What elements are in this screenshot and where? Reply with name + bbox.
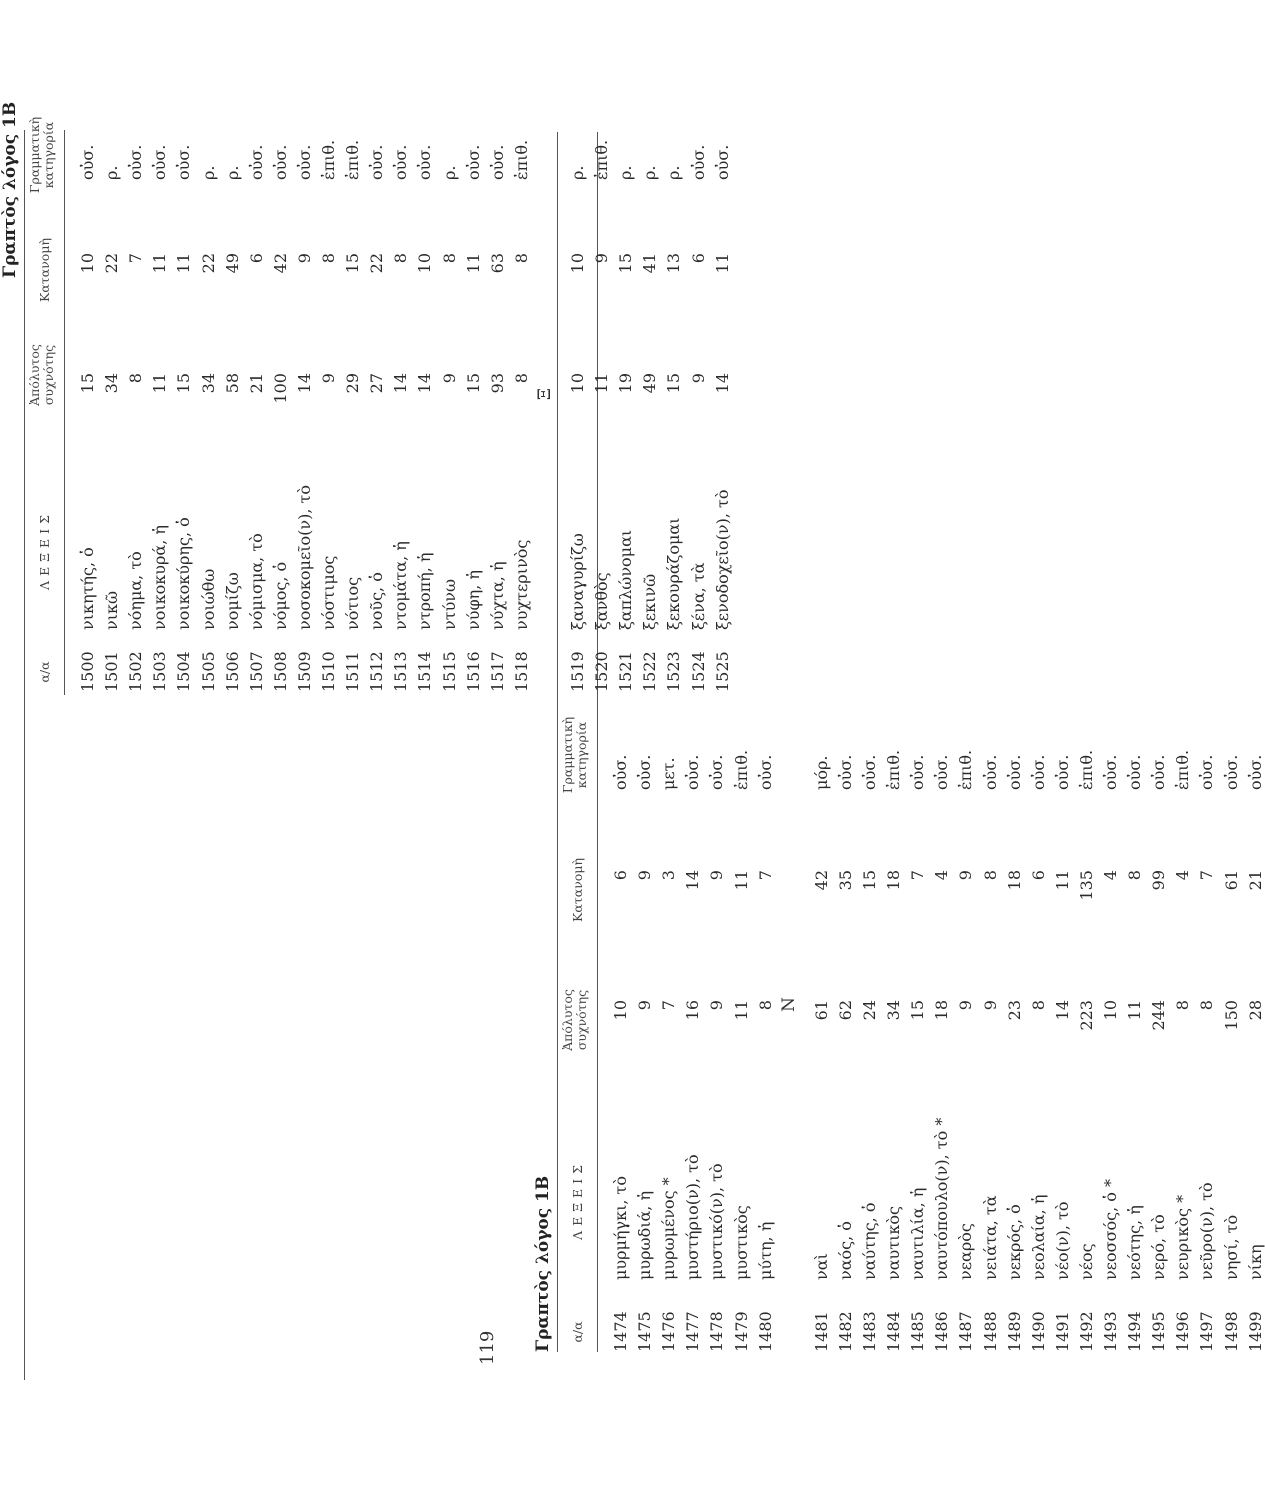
row-index: 1517	[487, 651, 507, 692]
row-distribution: 11	[463, 253, 483, 274]
row-category: οὐσ.	[1221, 754, 1241, 790]
row-word: ναύτης, ὁ	[860, 1202, 879, 1280]
row-category: οὐσ.	[932, 754, 952, 790]
row-category: ρ.	[640, 165, 660, 180]
row-word: ξενοδοχεῖο(ν), τὸ	[712, 489, 732, 630]
row-abs-freq: 8	[511, 373, 531, 384]
row-distribution: 22	[367, 253, 387, 274]
row-abs-freq: 9	[688, 373, 708, 384]
row-abs-freq: 9	[956, 1000, 976, 1011]
row-index: 1487	[956, 1311, 976, 1352]
row-index: 1508	[270, 651, 290, 692]
row-word: νοικοκύρης, ὁ	[174, 517, 194, 630]
row-index: 1513	[391, 651, 411, 692]
row-distribution: 6	[246, 253, 266, 264]
row-distribution: 15	[343, 253, 363, 274]
row-category: οὐσ.	[78, 144, 97, 180]
row-category: ἐπιθ.	[343, 139, 363, 180]
row-index: 1485	[908, 1311, 928, 1352]
row-index: 1524	[688, 651, 708, 692]
row-category: οὐσ.	[980, 754, 1000, 790]
row-index: 1514	[415, 651, 435, 692]
row-category: οὐσ.	[270, 144, 290, 180]
row-distribution: 41	[640, 253, 660, 274]
row-distribution: 4	[1173, 870, 1193, 881]
row-index: 1521	[616, 651, 636, 692]
row-category: οὐσ.	[688, 144, 708, 180]
row-abs-freq: 14	[712, 373, 732, 394]
row-word: νυχτερινὸς	[511, 539, 531, 630]
row-abs-freq: 9	[980, 1000, 1000, 1011]
row-distribution: 7	[755, 870, 775, 881]
header-abs-freq: Ἀπόλυτος συχνότης	[560, 989, 590, 1051]
row-category: ἐπιθ.	[731, 749, 751, 790]
header-index: α/α	[570, 1321, 585, 1343]
row-word: νεαρὸς	[956, 1223, 976, 1280]
row-abs-freq: 15	[174, 373, 194, 394]
letter-heading: Ν	[778, 997, 799, 1012]
row-abs-freq: 14	[415, 373, 435, 394]
row-word: νέος	[1076, 1243, 1096, 1280]
row-distribution: 4	[1101, 870, 1120, 881]
row-word: νοῦς, ὁ	[367, 572, 387, 630]
row-abs-freq: 11	[1125, 1000, 1145, 1021]
row-distribution: 7	[126, 253, 146, 264]
row-word: νειάτα, τὰ	[980, 1195, 1000, 1280]
row-index: 1483	[860, 1311, 879, 1352]
row-category: οὐσ.	[908, 754, 928, 790]
row-distribution: 8	[511, 253, 531, 264]
row-abs-freq: 34	[102, 373, 122, 394]
row-distribution: 42	[270, 253, 290, 274]
row-index: 1503	[150, 651, 170, 692]
row-index: 1476	[659, 1311, 679, 1352]
row-word: νέο(ν), τὸ	[1052, 1201, 1072, 1280]
row-category: οὐσ.	[860, 754, 879, 790]
row-distribution: 11	[174, 253, 194, 274]
row-category: ἐπιθ.	[1076, 749, 1096, 790]
row-index: 1525	[712, 651, 732, 692]
row-category: ἐπιθ.	[511, 139, 531, 180]
row-distribution: 35	[835, 870, 855, 891]
row-category: οὐσ.	[1101, 754, 1120, 790]
header-category: Γραμματικὴ κατηγορία	[27, 116, 57, 194]
header-rule	[64, 130, 65, 695]
row-index: 1509	[294, 651, 314, 692]
row-abs-freq: 15	[78, 373, 97, 394]
row-index: 1493	[1101, 1311, 1120, 1352]
row-category: οὐσ.	[126, 144, 146, 180]
row-distribution: 8	[1125, 870, 1145, 881]
row-word: νότιος	[343, 576, 363, 630]
row-word: μύτη, ἡ	[755, 1221, 775, 1280]
row-abs-freq: 14	[391, 373, 411, 394]
row-abs-freq: 27	[367, 373, 387, 394]
row-index: 1500	[78, 651, 97, 692]
row-word: ναυτικὸς	[884, 1206, 904, 1280]
row-category: ρ.	[664, 165, 684, 180]
row-abs-freq: 14	[294, 373, 314, 394]
row-distribution: 8	[391, 253, 411, 264]
row-category: ἐπιθ.	[1173, 749, 1193, 790]
row-index: 1496	[1173, 1311, 1193, 1352]
row-word: νεότης, ἡ	[1125, 1205, 1145, 1280]
row-word: μυστικὸς	[731, 1205, 751, 1280]
row-index: 1507	[246, 651, 266, 692]
row-category: μετ.	[659, 757, 679, 790]
row-index: 1497	[1197, 1311, 1217, 1352]
row-index: 1489	[1004, 1311, 1024, 1352]
row-word: νοιώθω	[198, 568, 218, 630]
row-distribution: 13	[664, 253, 684, 274]
row-distribution: 18	[884, 870, 904, 891]
row-abs-freq: 62	[835, 1000, 855, 1021]
row-word: νύχτα, ἡ	[487, 561, 507, 630]
row-word: νοικοκυρά, ἡ	[150, 525, 170, 630]
row-category: ρ.	[222, 165, 242, 180]
row-category: οὐσ.	[707, 754, 727, 790]
row-abs-freq: 8	[1028, 1000, 1048, 1011]
header-words: ΛΕΞΕΙΣ	[570, 1160, 585, 1240]
page-number: 119	[477, 1330, 498, 1365]
row-distribution: 99	[1149, 870, 1169, 891]
row-abs-freq: 28	[1245, 1000, 1265, 1021]
row-word: νευρικὸς *	[1173, 1194, 1193, 1280]
row-abs-freq: 11	[592, 373, 612, 394]
row-abs-freq: 34	[884, 1000, 904, 1021]
row-abs-freq: 8	[755, 1000, 775, 1011]
row-abs-freq: 14	[1052, 1000, 1072, 1021]
row-word: ξεκινῶ	[640, 573, 660, 630]
row-index: 1484	[884, 1311, 904, 1352]
row-abs-freq: 8	[1197, 1000, 1217, 1011]
row-category: ρ.	[616, 165, 636, 180]
row-abs-freq: 15	[664, 373, 684, 394]
row-word: νομίζω	[222, 572, 242, 630]
row-word: ντομάτα, ἡ	[391, 541, 411, 630]
row-word: ξαναγυρίζω	[568, 533, 587, 630]
row-distribution: 8	[319, 253, 338, 264]
row-category: οὐσ.	[487, 144, 507, 180]
top-rule	[24, 130, 25, 1380]
row-abs-freq: 150	[1221, 1000, 1241, 1031]
row-word: ξανθὸς	[592, 572, 612, 630]
row-distribution: 6	[688, 253, 708, 264]
row-category: οὐσ.	[635, 754, 655, 790]
row-word: ναὶ	[811, 1253, 831, 1280]
row-word: ντύνω	[439, 578, 459, 630]
row-index: 1510	[319, 651, 338, 692]
row-distribution: 9	[635, 870, 655, 881]
row-category: οὐσ.	[611, 754, 630, 790]
row-abs-freq: 49	[640, 373, 660, 394]
row-category: ἐπιθ.	[956, 749, 976, 790]
row-word: μυρωμένος *	[659, 1177, 679, 1280]
row-distribution: 6	[1028, 870, 1048, 881]
row-distribution: 10	[568, 253, 587, 274]
row-distribution: 18	[1004, 870, 1024, 891]
row-distribution: 11	[1052, 870, 1072, 891]
row-distribution: 135	[1076, 870, 1096, 901]
row-distribution: 42	[811, 870, 831, 891]
row-abs-freq: 10	[611, 1000, 630, 1021]
row-index: 1479	[731, 1311, 751, 1352]
row-word: νικῶ	[102, 590, 122, 630]
row-index: 1501	[102, 651, 122, 692]
row-index: 1502	[126, 651, 146, 692]
row-word: ξαπλώνομαι	[616, 529, 636, 630]
row-distribution: 61	[1221, 870, 1241, 891]
row-word: ναυτόπουλο(ν), τὸ *	[932, 1117, 952, 1280]
row-index: 1523	[664, 651, 684, 692]
row-word: νύφη, ἡ	[463, 570, 483, 630]
row-abs-freq: 61	[811, 1000, 831, 1021]
row-distribution: 7	[908, 870, 928, 881]
row-word: μυρωδιά, ἡ	[635, 1190, 655, 1280]
row-index: 1504	[174, 651, 194, 692]
header-distribution: Κατανομὴ	[570, 858, 585, 922]
row-word: νεκρός, ὁ	[1004, 1204, 1024, 1280]
row-category: οὐσ.	[683, 754, 703, 790]
row-distribution: 9	[294, 253, 314, 264]
row-abs-freq: 223	[1076, 1000, 1096, 1031]
row-category: οὐσ.	[391, 144, 411, 180]
row-index: 1511	[343, 651, 363, 692]
row-abs-freq: 19	[616, 373, 636, 394]
letter-heading: Ξ	[534, 388, 555, 400]
header-words: ΛΕΞΕΙΣ	[37, 510, 52, 590]
row-index: 1482	[835, 1311, 855, 1352]
row-category: οὐσ.	[246, 144, 266, 180]
row-category: οὐσ.	[835, 754, 855, 790]
row-word: νικητής, ὁ	[78, 547, 97, 630]
row-word: νησί, τὸ	[1221, 1214, 1241, 1280]
row-word: ξένα, τὰ	[688, 562, 708, 630]
row-category: οὐσ.	[1125, 754, 1145, 790]
row-category: οὐσ.	[294, 144, 314, 180]
row-category: οὐσ.	[1149, 754, 1169, 790]
row-index: 1515	[439, 651, 459, 692]
row-distribution: 9	[592, 253, 612, 264]
row-word: ξεκουράζομαι	[664, 517, 684, 630]
row-distribution: 21	[1245, 870, 1265, 891]
row-word: νίκη	[1245, 1244, 1265, 1280]
row-word: νεῦρο(ν), τὸ	[1197, 1182, 1217, 1280]
row-abs-freq: 10	[568, 373, 587, 394]
row-distribution: 63	[487, 253, 507, 274]
row-index: 1512	[367, 651, 387, 692]
row-abs-freq: 15	[463, 373, 483, 394]
row-index: 1488	[980, 1311, 1000, 1352]
row-distribution: 10	[78, 253, 97, 274]
row-index: 1495	[1149, 1311, 1169, 1352]
row-category: ἐπιθ.	[592, 139, 612, 180]
row-category: οὐσ.	[1245, 754, 1265, 790]
row-abs-freq: 16	[683, 1000, 703, 1021]
row-word: νόμισμα, τὸ	[246, 533, 266, 630]
row-category: ρ.	[198, 165, 218, 180]
row-abs-freq: 9	[439, 373, 459, 384]
row-distribution: 11	[731, 870, 751, 891]
row-category: ρ.	[102, 165, 122, 180]
row-index: 1516	[463, 651, 483, 692]
header-index: α/α	[37, 661, 52, 683]
top-rule	[557, 132, 558, 1352]
row-index: 1494	[1125, 1311, 1145, 1352]
row-category: οὐσ.	[1004, 754, 1024, 790]
row-word: ναυτιλία, ἡ	[908, 1187, 928, 1280]
row-index: 1505	[198, 651, 218, 692]
row-abs-freq: 9	[319, 373, 338, 384]
row-abs-freq: 29	[343, 373, 363, 394]
row-word: μυστήριο(ν), τὸ	[683, 1154, 703, 1280]
row-word: νόημα, τὸ	[126, 551, 146, 630]
row-category: οὐσ.	[174, 144, 194, 180]
row-abs-freq: 18	[932, 1000, 952, 1021]
row-word: νεολαία, ἡ	[1028, 1194, 1048, 1280]
row-category: οὐσ.	[415, 144, 435, 180]
row-abs-freq: 9	[707, 1000, 727, 1011]
row-category: ρ.	[568, 165, 587, 180]
row-abs-freq: 100	[270, 373, 290, 404]
row-index: 1474	[611, 1311, 630, 1352]
row-index: 1492	[1076, 1311, 1096, 1352]
row-distribution: 22	[198, 253, 218, 274]
row-word: μυστικό(ν), τὸ	[707, 1163, 727, 1280]
row-category: οὐσ.	[1197, 754, 1217, 790]
row-index: 1486	[932, 1311, 952, 1352]
row-index: 1478	[707, 1311, 727, 1352]
row-index: 1490	[1028, 1311, 1048, 1352]
row-abs-freq: 9	[635, 1000, 655, 1011]
running-head: Γραπτὸς λόγος 1Β	[0, 101, 20, 278]
row-index: 1480	[755, 1311, 775, 1352]
header-rule	[597, 132, 598, 1352]
row-distribution: 6	[611, 870, 630, 881]
row-category: οὐσ.	[150, 144, 170, 180]
row-distribution: 9	[707, 870, 727, 881]
row-distribution: 8	[439, 253, 459, 264]
row-distribution: 7	[1197, 870, 1217, 881]
row-index: 1519	[568, 651, 587, 692]
row-index: 1520	[592, 651, 612, 692]
row-index: 1522	[640, 651, 660, 692]
row-category: οὐσ.	[1052, 754, 1072, 790]
row-index: 1506	[222, 651, 242, 692]
row-distribution: 22	[102, 253, 122, 274]
row-word: νοσοκομεῖο(ν), τὸ	[294, 484, 314, 630]
row-category: ρ.	[439, 165, 459, 180]
row-abs-freq: 11	[150, 373, 170, 394]
row-index: 1481	[811, 1311, 831, 1352]
row-distribution: 14	[683, 870, 703, 891]
row-index: 1491	[1052, 1311, 1072, 1352]
row-abs-freq: 24	[860, 1000, 879, 1021]
row-abs-freq: 8	[1173, 1000, 1193, 1011]
running-head: Γραπτὸς λόγος 1Β	[533, 1175, 553, 1352]
row-abs-freq: 7	[659, 1000, 679, 1011]
row-distribution: 49	[222, 253, 242, 274]
header-category: Γραμματικὴ κατηγορία	[560, 716, 590, 794]
row-distribution: 15	[860, 870, 879, 891]
row-category: οὐσ.	[463, 144, 483, 180]
row-distribution: 11	[712, 253, 732, 274]
row-word: νεοσσός, ὁ *	[1101, 1179, 1120, 1280]
row-category: ἐπιθ.	[319, 139, 338, 180]
row-word: ναός, ὁ	[835, 1221, 855, 1280]
row-category: οὐσ.	[755, 754, 775, 790]
row-distribution: 8	[980, 870, 1000, 881]
header-abs-freq: Ἀπόλυτος συχνότης	[27, 344, 57, 406]
row-index: 1477	[683, 1311, 703, 1352]
row-abs-freq: 34	[198, 373, 218, 394]
row-word: ντροπή, ἡ	[415, 552, 435, 630]
row-index: 1499	[1245, 1311, 1265, 1352]
row-distribution: 11	[150, 253, 170, 274]
row-index: 1475	[635, 1311, 655, 1352]
row-abs-freq: 58	[222, 373, 242, 394]
row-index: 1498	[1221, 1311, 1241, 1352]
row-word: μυρμήγκι, τὸ	[611, 1175, 630, 1280]
row-category: ἐπιθ.	[884, 749, 904, 790]
row-distribution: 15	[616, 253, 636, 274]
row-distribution: 3	[659, 870, 679, 881]
row-category: οὐσ.	[1028, 754, 1048, 790]
row-abs-freq: 244	[1149, 1000, 1169, 1031]
row-word: νόμος, ὁ	[270, 561, 290, 630]
row-word: νόστιμος	[319, 555, 338, 630]
row-abs-freq: 8	[126, 373, 146, 384]
row-index: 1518	[511, 651, 531, 692]
row-abs-freq: 21	[246, 373, 266, 394]
row-category: οὐσ.	[712, 144, 732, 180]
row-abs-freq: 93	[487, 373, 507, 394]
row-abs-freq: 10	[1101, 1000, 1120, 1021]
row-distribution: 4	[932, 870, 952, 881]
left-table	[533, 0, 1265, 1500]
row-category: οὐσ.	[367, 144, 387, 180]
row-distribution: 10	[415, 253, 435, 274]
row-distribution: 9	[956, 870, 976, 881]
row-category: μόρ.	[811, 755, 831, 790]
row-abs-freq: 11	[731, 1000, 751, 1021]
row-abs-freq: 23	[1004, 1000, 1024, 1021]
row-abs-freq: 15	[908, 1000, 928, 1021]
row-word: νερό, τὸ	[1149, 1214, 1169, 1280]
header-distribution: Κατανομὴ	[37, 238, 52, 302]
